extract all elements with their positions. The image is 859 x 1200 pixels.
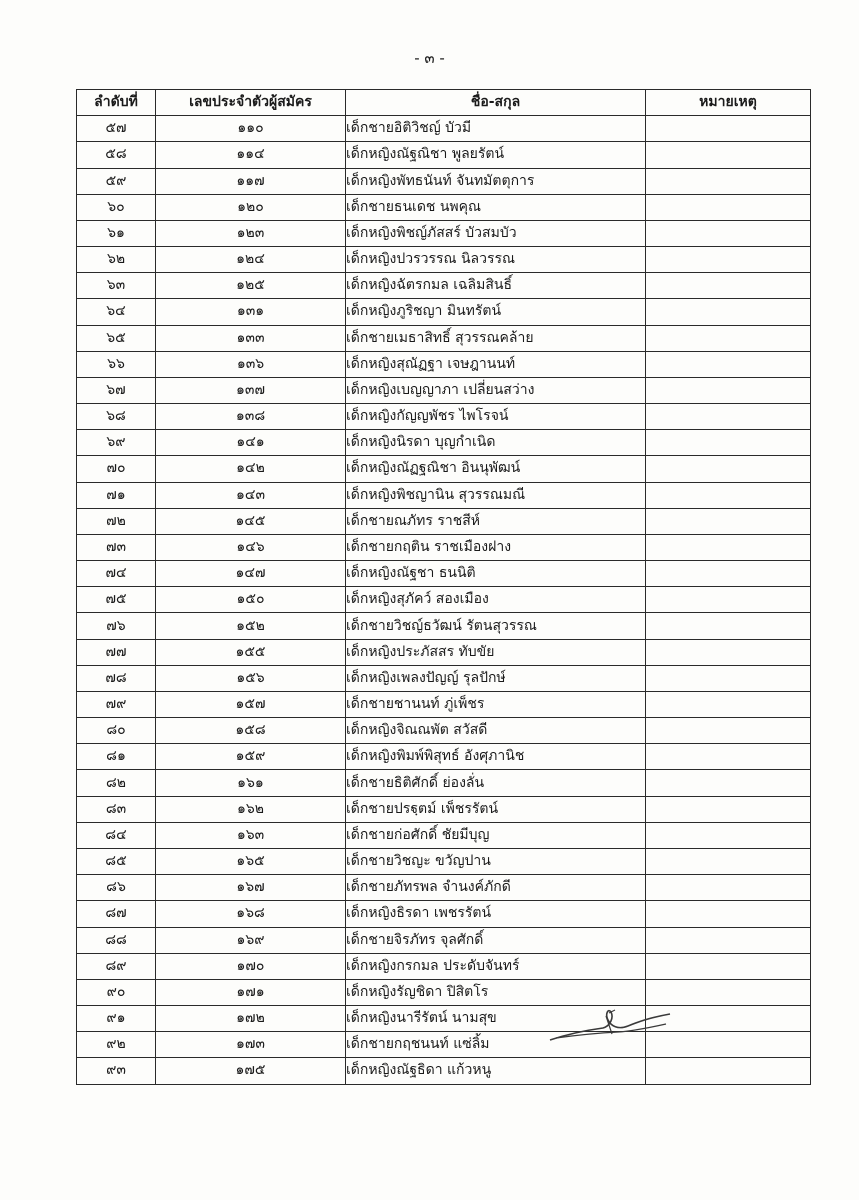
row-seq: ๖๖ <box>77 351 156 377</box>
row-seq: ๗๐ <box>77 456 156 482</box>
row-note <box>646 927 811 953</box>
row-note <box>646 718 811 744</box>
row-applicant-id: ๑๓๑ <box>156 299 346 325</box>
row-applicant-id: ๑๕๙ <box>156 744 346 770</box>
row-name: เด็กชายก่อศักดิ์ ชัยมีบุญ <box>346 822 646 848</box>
row-applicant-id: ๑๔๖ <box>156 534 346 560</box>
row-name: เด็กหญิงจิณณพัต สวัสดี <box>346 718 646 744</box>
row-name: เด็กหญิงณัฐธิดา แก้วหนู <box>346 1058 646 1084</box>
row-name: เด็กชายอิติวิชญ์ บัวมี <box>346 116 646 142</box>
table-row <box>77 142 811 168</box>
row-name: เด็กหญิงเบญญาภา เปลี่ยนสว่าง <box>346 377 646 403</box>
row-note <box>646 822 811 848</box>
row-applicant-id: ๑๓๖ <box>156 351 346 377</box>
header-seq: ลำดับที่ <box>77 90 156 116</box>
table-row <box>77 901 811 927</box>
table-row <box>77 613 811 639</box>
table-row <box>77 247 811 273</box>
table-row <box>77 639 811 665</box>
row-seq: ๗๖ <box>77 613 156 639</box>
row-note <box>646 953 811 979</box>
table-row <box>77 665 811 691</box>
header-note: หมายเหตุ <box>646 90 811 116</box>
row-seq: ๘๒ <box>77 770 156 796</box>
row-note <box>646 744 811 770</box>
row-name: เด็กหญิงพัทธนันท์ จันทมัตตุการ <box>346 168 646 194</box>
row-name: เด็กหญิงสุภัคว์ สองเมือง <box>346 587 646 613</box>
row-note <box>646 691 811 717</box>
handwritten-signature-icon <box>548 1004 673 1050</box>
table-row <box>77 456 811 482</box>
row-applicant-id: ๑๒๓ <box>156 220 346 246</box>
row-note <box>646 456 811 482</box>
row-seq: ๘๑ <box>77 744 156 770</box>
row-name: เด็กชายภัทรพล จำนงค์ภักดี <box>346 875 646 901</box>
row-note <box>646 168 811 194</box>
row-seq: ๖๘ <box>77 404 156 430</box>
applicant-table <box>76 89 811 1085</box>
row-seq: ๘๓ <box>77 796 156 822</box>
row-name: เด็กชายกฤติน ราชเมืองฝาง <box>346 534 646 560</box>
row-note <box>646 116 811 142</box>
table-row <box>77 299 811 325</box>
row-seq: ๙๑ <box>77 1006 156 1032</box>
row-name: เด็กหญิงณัฐณิชา พูลยรัตน์ <box>346 142 646 168</box>
row-note <box>646 299 811 325</box>
row-name: เด็กชายปรฐฺตม์ เพ็ชรรัตน์ <box>346 796 646 822</box>
row-seq: ๖๓ <box>77 273 156 299</box>
row-note <box>646 561 811 587</box>
row-seq: ๘๖ <box>77 875 156 901</box>
table-row <box>77 377 811 403</box>
row-note <box>646 404 811 430</box>
row-name: เด็กหญิงพิมพ์พิสุทธ์ อังศุภานิช <box>346 744 646 770</box>
row-applicant-id: ๑๗๒ <box>156 1006 346 1032</box>
row-name: เด็กหญิงธิรดา เพชรรัตน์ <box>346 901 646 927</box>
table-row <box>77 194 811 220</box>
row-applicant-id: ๑๑๔ <box>156 142 346 168</box>
row-seq: ๖๒ <box>77 247 156 273</box>
row-name: เด็กหญิงเพลงปัญญ์ รุลปักษ์ <box>346 665 646 691</box>
row-seq: ๗๘ <box>77 665 156 691</box>
row-note <box>646 247 811 273</box>
header-applicant-id: เลขประจำตัวผู้สมัคร <box>156 90 346 116</box>
table-row <box>77 325 811 351</box>
table-row <box>77 770 811 796</box>
table-row <box>77 482 811 508</box>
row-applicant-id: ๑๖๕ <box>156 848 346 874</box>
row-seq: ๖๕ <box>77 325 156 351</box>
row-note <box>646 325 811 351</box>
table-row <box>77 953 811 979</box>
row-applicant-id: ๑๑๐ <box>156 116 346 142</box>
row-applicant-id: ๑๕๖ <box>156 665 346 691</box>
row-note <box>646 796 811 822</box>
table-row <box>77 1006 811 1032</box>
row-name: เด็กหญิงณัฏฐณิชา อินนุพัฒน์ <box>346 456 646 482</box>
row-applicant-id: ๑๒๕ <box>156 273 346 299</box>
table-row <box>77 927 811 953</box>
row-name: เด็กหญิงปวรวรรณ นิลวรรณ <box>346 247 646 273</box>
row-applicant-id: ๑๓๘ <box>156 404 346 430</box>
table-row <box>77 796 811 822</box>
table-row <box>77 822 811 848</box>
row-seq: ๗๓ <box>77 534 156 560</box>
row-name: เด็กหญิงนิรดา บุญกำเนิด <box>346 430 646 456</box>
row-name: เด็กชายวิชญะ ขวัญปาน <box>346 848 646 874</box>
table-row <box>77 168 811 194</box>
table-row <box>77 1032 811 1058</box>
row-name: เด็กชายจิรภัทร จุลศักดิ์ <box>346 927 646 953</box>
row-seq: ๖๔ <box>77 299 156 325</box>
row-name: เด็กหญิงกรกมล ประดับจันทร์ <box>346 953 646 979</box>
row-applicant-id: ๑๕๘ <box>156 718 346 744</box>
row-seq: ๙๒ <box>77 1032 156 1058</box>
row-applicant-id: ๑๔๗ <box>156 561 346 587</box>
row-name: เด็กหญิงพิชญานิน สุวรรณมณี <box>346 482 646 508</box>
row-note <box>646 194 811 220</box>
row-name: เด็กหญิงนารีรัตน์ นามสุข <box>346 1006 646 1032</box>
row-applicant-id: ๑๗๕ <box>156 1058 346 1084</box>
row-seq: ๖๐ <box>77 194 156 220</box>
row-seq: ๘๔ <box>77 822 156 848</box>
table-row <box>77 220 811 246</box>
table-row <box>77 508 811 534</box>
table-body <box>77 116 811 1084</box>
row-note <box>646 351 811 377</box>
row-applicant-id: ๑๓๓ <box>156 325 346 351</box>
table-row <box>77 744 811 770</box>
row-applicant-id: ๑๕๗ <box>156 691 346 717</box>
row-note <box>646 901 811 927</box>
row-note <box>646 613 811 639</box>
header-name: ชื่อ-สกุล <box>346 90 646 116</box>
row-note <box>646 1058 811 1084</box>
row-note <box>646 273 811 299</box>
row-applicant-id: ๑๑๗ <box>156 168 346 194</box>
row-note <box>646 587 811 613</box>
row-seq: ๗๗ <box>77 639 156 665</box>
row-note <box>646 875 811 901</box>
row-applicant-id: ๑๕๕ <box>156 639 346 665</box>
row-note <box>646 142 811 168</box>
row-seq: ๘๙ <box>77 953 156 979</box>
row-name: เด็กหญิงกัญญพัชร ไพโรจน์ <box>346 404 646 430</box>
row-applicant-id: ๑๖๓ <box>156 822 346 848</box>
row-seq: ๙๓ <box>77 1058 156 1084</box>
row-name: เด็กชายธนเดช นพคุณ <box>346 194 646 220</box>
row-applicant-id: ๑๗๐ <box>156 953 346 979</box>
row-note <box>646 848 811 874</box>
row-note <box>646 770 811 796</box>
row-name: เด็กชายกฤชนนท์ แซ่ลิ้ม <box>346 1032 646 1058</box>
table-row <box>77 273 811 299</box>
row-seq: ๗๙ <box>77 691 156 717</box>
row-name: เด็กชายชานนท์ ภู่เพ็ชร <box>346 691 646 717</box>
row-name: เด็กชายธิติศักดิ์ ย่องลั่น <box>346 770 646 796</box>
row-applicant-id: ๑๖๑ <box>156 770 346 796</box>
row-seq: ๕๗ <box>77 116 156 142</box>
row-applicant-id: ๑๖๙ <box>156 927 346 953</box>
row-seq: ๗๕ <box>77 587 156 613</box>
row-applicant-id: ๑๖๒ <box>156 796 346 822</box>
row-seq: ๗๒ <box>77 508 156 534</box>
row-note <box>646 377 811 403</box>
row-seq: ๖๙ <box>77 430 156 456</box>
table-row <box>77 351 811 377</box>
table-row <box>77 848 811 874</box>
row-seq: ๕๙ <box>77 168 156 194</box>
table-row <box>77 404 811 430</box>
row-applicant-id: ๑๒๔ <box>156 247 346 273</box>
table-row <box>77 691 811 717</box>
table-row <box>77 979 811 1005</box>
row-seq: ๙๐ <box>77 979 156 1005</box>
row-applicant-id: ๑๖๗ <box>156 875 346 901</box>
row-note <box>646 482 811 508</box>
table-row <box>77 1058 811 1084</box>
table-row <box>77 430 811 456</box>
row-name: เด็กหญิงภูริชญา มินทรัตน์ <box>346 299 646 325</box>
table-row <box>77 534 811 560</box>
table-row <box>77 718 811 744</box>
row-name: เด็กหญิงสุณัฏฐา เจษฎานนท์ <box>346 351 646 377</box>
row-seq: ๖๑ <box>77 220 156 246</box>
row-applicant-id: ๑๖๘ <box>156 901 346 927</box>
row-note <box>646 665 811 691</box>
row-name: เด็กหญิงพิชญ์ภัสสร์ บัวสมบัว <box>346 220 646 246</box>
row-seq: ๘๘ <box>77 927 156 953</box>
table-row <box>77 875 811 901</box>
row-note <box>646 430 811 456</box>
row-applicant-id: ๑๔๕ <box>156 508 346 534</box>
row-seq: ๗๑ <box>77 482 156 508</box>
row-name: เด็กหญิงรัญชิดา ปิสิตโร <box>346 979 646 1005</box>
row-note <box>646 508 811 534</box>
row-applicant-id: ๑๗๓ <box>156 1032 346 1058</box>
row-applicant-id: ๑๕๒ <box>156 613 346 639</box>
row-applicant-id: ๑๕๐ <box>156 587 346 613</box>
row-name: เด็กหญิงฉัตรกมล เฉลิมสินธิ์ <box>346 273 646 299</box>
row-seq: ๘๕ <box>77 848 156 874</box>
table-row <box>77 587 811 613</box>
row-seq: ๖๗ <box>77 377 156 403</box>
page-number: - ๓ - <box>414 49 445 67</box>
row-seq: ๗๔ <box>77 561 156 587</box>
table-header-row <box>77 90 811 116</box>
row-seq: ๘๐ <box>77 718 156 744</box>
row-note <box>646 639 811 665</box>
row-name: เด็กหญิงประภัสสร ทับขัย <box>346 639 646 665</box>
row-applicant-id: ๑๔๓ <box>156 482 346 508</box>
row-applicant-id: ๑๓๗ <box>156 377 346 403</box>
row-applicant-id: ๑๗๑ <box>156 979 346 1005</box>
row-applicant-id: ๑๒๐ <box>156 194 346 220</box>
row-seq: ๘๗ <box>77 901 156 927</box>
row-applicant-id: ๑๔๑ <box>156 430 346 456</box>
row-note <box>646 220 811 246</box>
row-note <box>646 979 811 1005</box>
row-applicant-id: ๑๔๒ <box>156 456 346 482</box>
row-name: เด็กชายวิชญ์ธวัฒน์ รัตนสุวรรณ <box>346 613 646 639</box>
row-name: เด็กชายเมธาสิทธิ์ สุวรรณคล้าย <box>346 325 646 351</box>
table-row <box>77 561 811 587</box>
row-name: เด็กชายณภัทร ราชสีห์ <box>346 508 646 534</box>
row-seq: ๕๘ <box>77 142 156 168</box>
row-name: เด็กหญิงณัฐชา ธนนิติ <box>346 561 646 587</box>
table-row <box>77 116 811 142</box>
row-note <box>646 534 811 560</box>
